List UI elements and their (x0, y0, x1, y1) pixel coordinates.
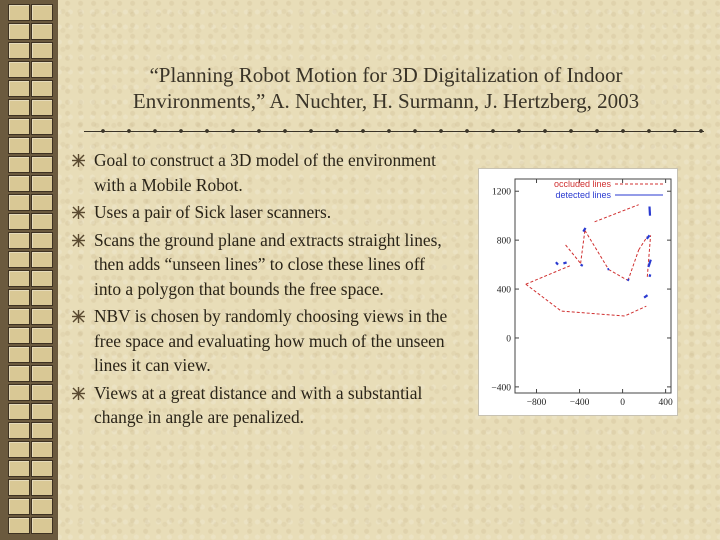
sidebar-tile (8, 460, 30, 477)
plot-frame (515, 179, 671, 393)
sidebar-tile (31, 517, 53, 534)
occluded-line-segment (581, 230, 585, 263)
x-tick-label: 0 (620, 398, 625, 408)
sidebar-tile (8, 23, 30, 40)
sidebar-tile (31, 137, 53, 154)
y-tick-label: 0 (506, 334, 511, 345)
sidebar-tile (31, 441, 53, 458)
bullet-icon (72, 206, 85, 219)
sidebar-tile (31, 327, 53, 344)
sidebar-tile (8, 308, 30, 325)
x-tick-label: −400 (569, 398, 590, 408)
sidebar-tile (31, 175, 53, 192)
legend-label: occluded lines (553, 179, 611, 189)
sidebar-tile (31, 346, 53, 363)
detected-line-segment (627, 279, 629, 280)
bullet-icon (72, 154, 85, 167)
occluded-line-segment (595, 205, 639, 222)
sidebar-tile (31, 365, 53, 382)
detected-line-segment (650, 274, 651, 276)
sidebar-tile (31, 460, 53, 477)
occluded-line-segment (639, 237, 648, 250)
sidebar-tile (8, 175, 30, 192)
sidebar-tile (8, 99, 30, 116)
bullet-text: Scans the ground plane and extracts straight lines, then adds “unseen lines” to close these lines off into a polygon that bounds the free space. (94, 229, 442, 299)
sidebar-tile (31, 61, 53, 78)
sidebar-tile (31, 232, 53, 249)
bullet-text: Views at a great distance and with a substantial change in angle are penalized. (94, 382, 423, 427)
sidebar-tile (8, 365, 30, 382)
y-tick-label: 1200 (492, 187, 511, 198)
occluded-line-segment (566, 245, 581, 263)
sidebar-tile (8, 498, 30, 515)
sidebar-tile (8, 80, 30, 97)
detected-line-segment (608, 269, 610, 270)
sidebar-tile (8, 156, 30, 173)
x-tick-label: 400 (658, 398, 673, 408)
sidebar-tile (8, 137, 30, 154)
detected-line-segment (647, 235, 650, 239)
sidebar-tile (8, 42, 30, 59)
sidebar-tile (8, 251, 30, 268)
sidebar-tile (31, 498, 53, 515)
y-tick-label: −400 (491, 383, 511, 394)
bullet-text: Goal to construct a 3D model of the environment with a Mobile Robot. (94, 150, 436, 195)
bullet-item (72, 381, 452, 430)
sidebar-tile (31, 23, 53, 40)
sidebar-tile (8, 213, 30, 230)
occluded-line-segment (526, 266, 570, 284)
bullet-icon (72, 387, 85, 400)
detected-line-segment (556, 262, 558, 264)
sidebar-tile (8, 422, 30, 439)
sidebar-tile (8, 4, 30, 21)
sidebar-tile (31, 479, 53, 496)
sidebar-tile (8, 346, 30, 363)
title-line-2: Environments,” A. Nuchter, H. Surmann, J. Hertzberg, 2003 (132, 89, 640, 113)
y-tick-label: 400 (496, 285, 511, 296)
sidebar-tile (31, 99, 53, 116)
sidebar-tile (31, 308, 53, 325)
sidebar-tile (31, 251, 53, 268)
decorative-sidebar (0, 0, 58, 540)
sidebar-tile (31, 118, 53, 135)
chart-svg (479, 169, 677, 415)
bullet-text: NBV is chosen by randomly choosing views in the free space and evaluating how much of the unseen lines it can view. (94, 306, 448, 375)
bullet-item (72, 148, 452, 197)
y-tick-label: 800 (496, 236, 511, 247)
sidebar-tile (31, 270, 53, 287)
sidebar-tile (31, 194, 53, 211)
bullet-item (72, 228, 452, 302)
bullet-text: Uses a pair of Sick laser scanners. (94, 202, 332, 222)
sidebar-tile (8, 194, 30, 211)
occluded-line-segment (585, 230, 609, 269)
sidebar-tile (31, 213, 53, 230)
bullet-icon (72, 234, 85, 247)
occluded-line-segment (526, 284, 647, 316)
detected-line-segment (563, 262, 566, 263)
sidebar-tile (8, 118, 30, 135)
detected-line-segment (581, 265, 583, 266)
sidebar-tile (8, 384, 30, 401)
sidebar-tile (8, 289, 30, 306)
bullet-icon (72, 310, 85, 323)
title-line-1: “Planning Robot Motion for 3D Digitalization of Indoor (149, 63, 623, 87)
detected-line-segment (650, 207, 651, 216)
sidebar-tile (8, 327, 30, 344)
sidebar-tile (8, 61, 30, 78)
x-tick-label: −800 (526, 398, 547, 408)
sidebar-tile (8, 441, 30, 458)
bullet-item (72, 304, 452, 378)
sidebar-tile (31, 384, 53, 401)
sidebar-tile (31, 422, 53, 439)
sidebar-tile (31, 403, 53, 420)
sidebar-tile (31, 289, 53, 306)
occluded-line-segment (609, 270, 628, 281)
sidebar-tile (8, 270, 30, 287)
sidebar-tile (8, 517, 30, 534)
occluded-line-segment (647, 235, 650, 276)
sidebar-tile (31, 156, 53, 173)
sidebar-tile (8, 403, 30, 420)
map-chart (478, 168, 678, 416)
legend-label: detected lines (555, 190, 611, 200)
sidebar-tile (31, 80, 53, 97)
sidebar-tile (31, 42, 53, 59)
sidebar-tile (8, 232, 30, 249)
sidebar-tile (31, 4, 53, 21)
slide-title (70, 62, 702, 114)
title-divider (84, 128, 704, 134)
bullet-list (72, 148, 452, 433)
detected-line-segment (644, 295, 647, 297)
occluded-line-segment (628, 250, 639, 281)
bullet-item (72, 200, 452, 225)
sidebar-tile (8, 479, 30, 496)
